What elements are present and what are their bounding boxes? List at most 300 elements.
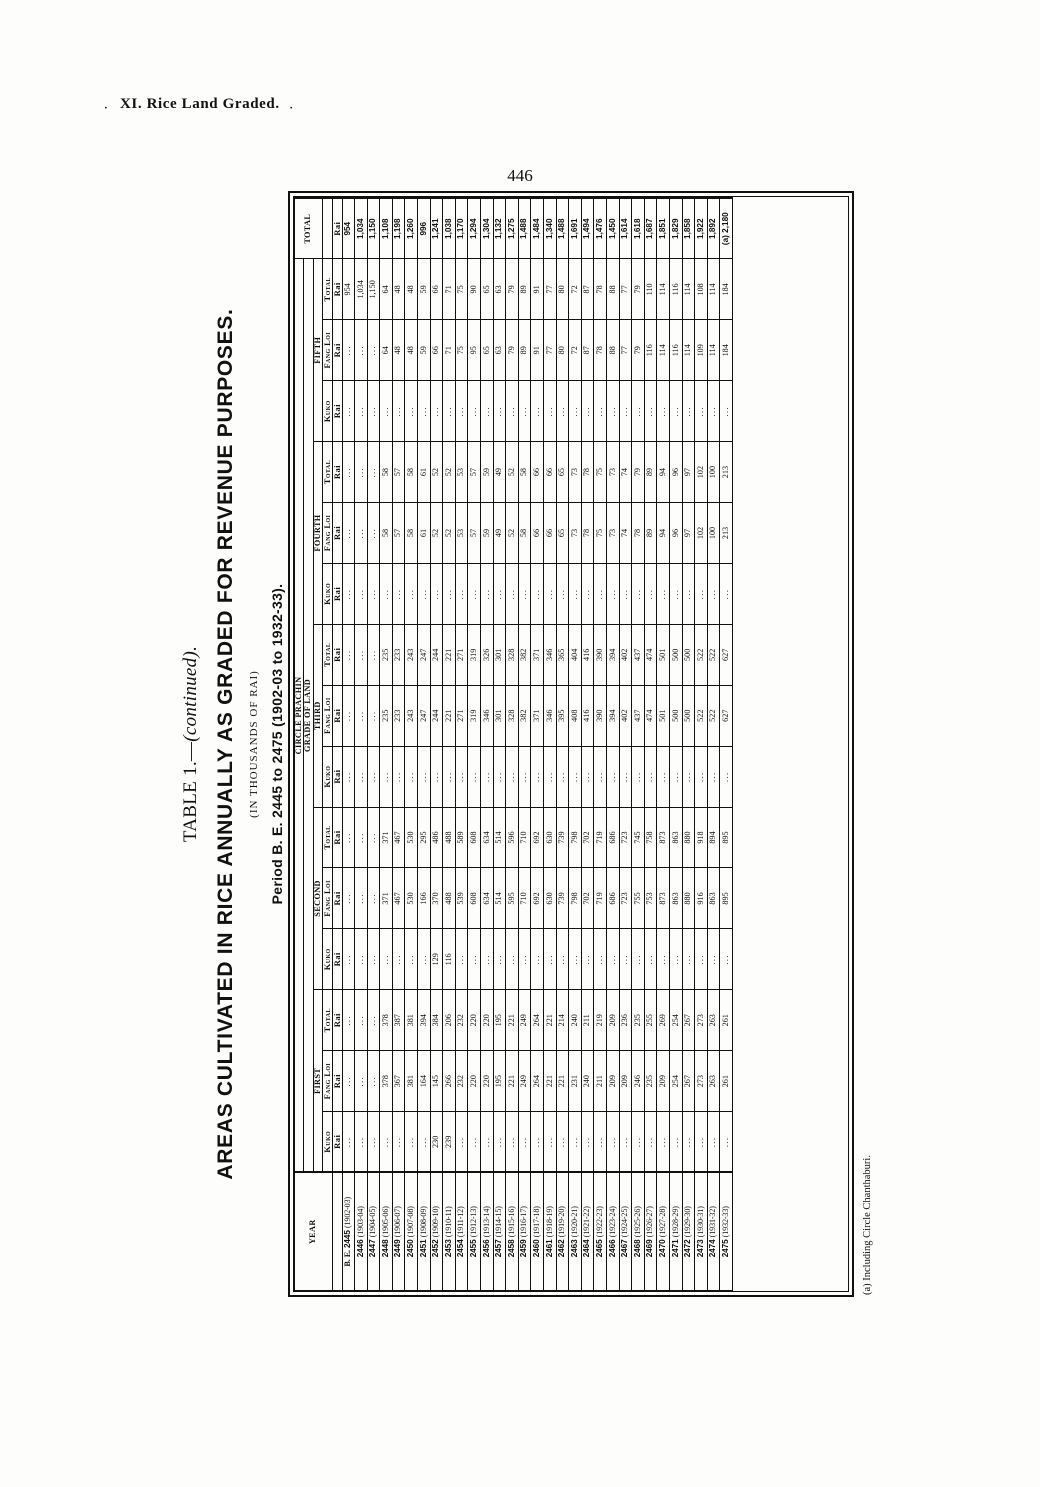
cell-third-fangloi: 328 [506,685,519,746]
cell-fourth-total: 65 [556,441,569,502]
cell-fifth-total: 114 [707,258,720,319]
cell-fifth-kuko: ... [443,380,456,441]
cell-first-kuko: 239 [443,1111,456,1172]
table-row [506,198,519,1291]
cell-fifth-fangloi: 78 [594,319,607,380]
cell-third-kuko: ... [544,746,557,807]
cell-fourth-fangloi: 61 [418,502,431,563]
col-header-year: YEAR [295,1172,333,1290]
cell-first-total: 206 [443,989,456,1050]
cell-fifth-fangloi: 91 [531,319,544,380]
cell-second-total: 692 [531,807,544,868]
cell-fourth-total: 79 [632,441,645,502]
cell-first-fangloi: 220 [468,1050,481,1111]
cell-fifth-kuko: ... [657,380,670,441]
row-year: 2446 (1903-04) [355,1172,368,1290]
cell-row-total: 1,241 [430,198,443,259]
col-header-circle: CIRCLE PRACHIN [295,258,304,1172]
table-row [644,198,657,1291]
cell-fifth-total: 88 [606,258,619,319]
cell-fifth-fangloi: 59 [418,319,431,380]
cell-first-kuko: ... [556,1111,569,1172]
col-header-third-total: Total [323,624,333,685]
table-row [606,198,619,1291]
cell-first-kuko: ... [544,1111,557,1172]
cell-fifth-fangloi: ... [355,319,368,380]
cell-first-kuko: ... [367,1111,380,1172]
cell-fourth-fangloi: 57 [392,502,405,563]
table-row [657,198,670,1291]
col-header-first-total: Total [323,989,333,1050]
cell-fifth-total: 65 [481,258,494,319]
cell-third-kuko: ... [367,746,380,807]
cell-third-kuko: ... [493,746,506,807]
cell-third-total: 500 [682,624,695,685]
cell-fifth-total: 87 [581,258,594,319]
cell-third-fangloi: 500 [669,685,682,746]
cell-first-kuko: ... [707,1111,720,1172]
cell-second-kuko: ... [544,928,557,989]
cell-fourth-total: 100 [707,441,720,502]
cell-second-fangloi: 530 [405,867,418,928]
cell-third-total: ... [355,624,368,685]
cell-fifth-kuko: ... [695,380,708,441]
table-row [682,198,695,1291]
cell-first-total: 249 [518,989,531,1050]
row-year: 2448 (1905-06) [380,1172,393,1290]
cell-fifth-kuko: ... [569,380,582,441]
cell-fifth-kuko: ... [355,380,368,441]
cell-third-kuko: ... [455,746,468,807]
cell-fifth-fangloi: 89 [518,319,531,380]
col-header-second-fangloi: Fang Loi [323,867,333,928]
cell-second-total: 918 [695,807,708,868]
cell-fourth-total: 73 [569,441,582,502]
cell-second-fangloi: 880 [682,867,695,928]
cell-fourth-kuko: ... [644,563,657,624]
cell-first-kuko: 230 [430,1111,443,1172]
cell-fifth-kuko: ... [619,380,632,441]
row-year: 2471 (1928-29) [669,1172,682,1290]
cell-second-total: 514 [493,807,506,868]
cell-fifth-total: 1,150 [367,258,380,319]
cell-fourth-total: 102 [695,441,708,502]
cell-second-total: 880 [682,807,695,868]
cell-third-fangloi: 394 [606,685,619,746]
cell-first-fangloi: 246 [632,1050,645,1111]
cell-third-kuko: ... [443,746,456,807]
cell-fifth-fangloi: 66 [430,319,443,380]
cell-first-fangloi: 378 [380,1050,393,1111]
cell-fourth-kuko: ... [392,563,405,624]
cell-fourth-kuko: ... [544,563,557,624]
row-year: 2456 (1913-14) [481,1172,494,1290]
row-year: 2457 (1914-15) [493,1172,506,1290]
cell-fourth-total: 74 [619,441,632,502]
cell-third-total: 301 [493,624,506,685]
cell-first-total: ... [342,989,355,1050]
row-year: 2463 (1920-21) [569,1172,582,1290]
cell-fourth-kuko: ... [518,563,531,624]
cell-second-kuko: ... [455,928,468,989]
cell-second-fangloi: 863 [669,867,682,928]
table-head [295,198,343,1291]
cell-fifth-total: 78 [594,258,607,319]
cell-fifth-kuko: ... [392,380,405,441]
cell-third-fangloi: 501 [657,685,670,746]
cell-third-fangloi: ... [367,685,380,746]
unit-fourth-total: Rai [332,441,342,502]
cell-first-fangloi: 266 [443,1050,456,1111]
cell-second-kuko: ... [569,928,582,989]
cell-fifth-total: 75 [455,258,468,319]
table-unit-note: (IN THOUSANDS OF RAI) [248,669,260,818]
cell-second-fangloi: 370 [430,867,443,928]
cell-third-fangloi: 522 [707,685,720,746]
cell-fifth-fangloi: ... [367,319,380,380]
table-row [468,198,481,1291]
cell-fourth-fangloi: 100 [707,502,720,563]
cell-row-total: 1,829 [669,198,682,259]
unit-first-kuko: Rai [332,1111,342,1172]
cell-fourth-total: 58 [405,441,418,502]
col-header-fifth-fangloi: Fang Loi [323,319,333,380]
cell-third-kuko: ... [606,746,619,807]
cell-third-total: 247 [418,624,431,685]
col-header-third-fangloi: Fang Loi [323,685,333,746]
cell-fourth-kuko: ... [657,563,670,624]
cell-fourth-total: 57 [392,441,405,502]
cell-first-kuko: ... [682,1111,695,1172]
cell-fourth-total: 97 [682,441,695,502]
cell-fifth-total: 63 [493,258,506,319]
cell-fourth-fangloi: 66 [531,502,544,563]
cell-fifth-fangloi: 184 [720,319,733,380]
cell-fifth-kuko: ... [430,380,443,441]
table-row [418,198,431,1291]
cell-second-total: 894 [707,807,720,868]
col-header-fourth-total: Total [323,441,333,502]
col-header-grade-fifth: FIFTH [313,258,322,441]
cell-third-fangloi: 301 [493,685,506,746]
cell-first-fangloi: 235 [644,1050,657,1111]
cell-third-total: 346 [544,624,557,685]
cell-fifth-fangloi: 114 [707,319,720,380]
rotated-table-plate [170,179,873,1309]
row-year: 2458 (1915-16) [506,1172,519,1290]
cell-third-kuko: ... [392,746,405,807]
cell-fifth-total: 72 [569,258,582,319]
col-header-total-sub [323,198,333,259]
cell-fourth-total: 66 [531,441,544,502]
cell-third-fangloi: 500 [682,685,695,746]
cell-fourth-kuko: ... [556,563,569,624]
cell-first-total: 269 [657,989,670,1050]
cell-first-fangloi: 263 [707,1050,720,1111]
cell-third-kuko: ... [707,746,720,807]
cell-fourth-total: 73 [606,441,619,502]
cell-first-total: 236 [619,989,632,1050]
cell-second-fangloi: 371 [380,867,393,928]
cell-second-total: 863 [669,807,682,868]
cell-second-kuko: ... [720,928,733,989]
table-row [531,198,544,1291]
cell-fifth-kuko: ... [506,380,519,441]
cell-fifth-kuko: ... [581,380,594,441]
cell-first-fangloi: 209 [619,1050,632,1111]
cell-third-kuko: ... [518,746,531,807]
cell-fifth-fangloi: 88 [606,319,619,380]
cell-first-fangloi: 221 [506,1050,519,1111]
cell-fifth-kuko: ... [418,380,431,441]
cell-third-fangloi: 416 [581,685,594,746]
cell-first-total: 267 [682,989,695,1050]
cell-fourth-kuko: ... [405,563,418,624]
row-year: 2474 (1931-32) [707,1172,720,1290]
cell-fifth-total: 114 [682,258,695,319]
cell-third-kuko: ... [569,746,582,807]
cell-row-total: 1,691 [569,198,582,259]
cell-fifth-fangloi: 48 [405,319,418,380]
cell-fifth-kuko: ... [682,380,695,441]
cell-fifth-total: 89 [518,258,531,319]
cell-row-total: 1,275 [506,198,519,259]
cell-fifth-fangloi: 65 [481,319,494,380]
cell-fifth-fangloi: 116 [644,319,657,380]
row-year: 2449 (1906-07) [392,1172,405,1290]
cell-row-total: 1,488 [518,198,531,259]
cell-third-total: 500 [669,624,682,685]
cell-first-total: 381 [405,989,418,1050]
cell-row-total: 1,858 [682,198,695,259]
table-row [720,198,733,1291]
cell-first-kuko: ... [695,1111,708,1172]
cell-third-fangloi: 221 [443,685,456,746]
cell-fourth-fangloi: ... [355,502,368,563]
unit-second-total: Rai [332,807,342,868]
cell-second-total: 630 [544,807,557,868]
col-header-grade-fourth: FOURTH [313,441,322,624]
cell-fifth-total: 59 [418,258,431,319]
cell-fourth-fangloi: 57 [468,502,481,563]
cell-fourth-total: ... [342,441,355,502]
table-row [594,198,607,1291]
cell-first-total: 255 [644,989,657,1050]
cell-second-fangloi: ... [367,867,380,928]
cell-second-total: 873 [657,807,670,868]
cell-second-fangloi: ... [342,867,355,928]
cell-third-fangloi: 390 [594,685,607,746]
cell-fourth-kuko: ... [481,563,494,624]
cell-second-kuko: ... [468,928,481,989]
col-header-grade-of-land: GRADE OF LAND [304,258,313,1172]
unit-fifth-total: Rai [332,258,342,319]
cell-fourth-total: ... [367,441,380,502]
cell-third-kuko: ... [342,746,355,807]
cell-fifth-fangloi: 79 [506,319,519,380]
cell-fifth-fangloi: 79 [632,319,645,380]
cell-fifth-total: 954 [342,258,355,319]
cell-row-total: 1,687 [644,198,657,259]
cell-fifth-kuko: ... [518,380,531,441]
cell-fourth-fangloi: 78 [632,502,645,563]
cell-fifth-fangloi: 71 [443,319,456,380]
cell-first-total: 387 [392,989,405,1050]
cell-fifth-kuko: ... [455,380,468,441]
table-row [481,198,494,1291]
row-year: 2447 (1904-05) [367,1172,380,1290]
cell-second-kuko: ... [392,928,405,989]
cell-third-kuko: ... [405,746,418,807]
cell-fifth-kuko: ... [720,380,733,441]
cell-fifth-kuko: ... [632,380,645,441]
table-row [392,198,405,1291]
col-header-total: TOTAL [295,198,323,259]
cell-third-fangloi: 395 [556,685,569,746]
cell-first-kuko: ... [342,1111,355,1172]
cell-second-total: 530 [405,807,418,868]
cell-third-fangloi: 247 [418,685,431,746]
cell-first-fangloi: 232 [455,1050,468,1111]
cell-third-kuko: ... [556,746,569,807]
unit-fifth-fangloi: Rai [332,319,342,380]
cell-second-fangloi: 467 [392,867,405,928]
col-header-grade-third: THIRD [313,624,322,807]
cell-fifth-fangloi: 63 [493,319,506,380]
cell-row-total: 1,488 [556,198,569,259]
cell-first-kuko: ... [669,1111,682,1172]
cell-fourth-fangloi: 58 [380,502,393,563]
cell-fourth-fangloi: 66 [544,502,557,563]
row-year: 2450 (1907-08) [405,1172,418,1290]
cell-first-kuko: ... [606,1111,619,1172]
cell-fourth-total: 96 [669,441,682,502]
col-header-fifth-kuko: Kuko [323,380,333,441]
cell-row-total: (a) 2,180 [720,198,733,259]
col-header-fourth-fangloi: Fang Loi [323,502,333,563]
unit-fourth-kuko: Rai [332,563,342,624]
cell-second-total: 798 [569,807,582,868]
cell-fifth-total: 79 [506,258,519,319]
cell-row-total: 1,034 [355,198,368,259]
cell-second-fangloi: 710 [518,867,531,928]
cell-second-total: 486 [430,807,443,868]
cell-fourth-kuko: ... [606,563,619,624]
cell-third-total: 437 [632,624,645,685]
cell-first-total: ... [367,989,380,1050]
table-main-title: AREAS CULTIVATED IN RICE ANNUALLY AS GRADED FOR REVENUE PURPOSES. [214,307,237,1180]
cell-first-total: 261 [720,989,733,1050]
table-row [430,198,443,1291]
cell-first-fangloi: ... [367,1050,380,1111]
cell-second-fangloi: 873 [657,867,670,928]
cell-third-kuko: ... [695,746,708,807]
cell-fifth-total: 184 [720,258,733,319]
cell-row-total: 1,304 [481,198,494,259]
cell-third-total: 390 [594,624,607,685]
cell-first-fangloi: 267 [682,1050,695,1111]
cell-second-fangloi: 630 [544,867,557,928]
cell-first-kuko: ... [392,1111,405,1172]
cell-first-fangloi: 164 [418,1050,431,1111]
col-header-fourth-kuko: Kuko [323,563,333,624]
cell-fourth-fangloi: 102 [695,502,708,563]
table-row [581,198,594,1291]
cell-row-total: 954 [342,198,355,259]
cell-first-fangloi: 261 [720,1050,733,1111]
col-header-first-kuko: Kuko [323,1111,333,1172]
cell-second-kuko: ... [581,928,594,989]
cell-third-total: 328 [506,624,519,685]
cell-second-kuko: 116 [443,928,456,989]
cell-fourth-kuko: ... [531,563,544,624]
cell-first-fangloi: 381 [405,1050,418,1111]
cell-fifth-total: 77 [544,258,557,319]
cell-first-kuko: ... [493,1111,506,1172]
col-header-grade-second: SECOND [313,807,322,990]
cell-first-fangloi: 145 [430,1050,443,1111]
cell-fourth-kuko: ... [669,563,682,624]
cell-first-kuko: ... [506,1111,519,1172]
cell-fourth-total: 61 [418,441,431,502]
cell-second-kuko: ... [342,928,355,989]
cell-fifth-kuko: ... [707,380,720,441]
cell-fifth-total: 77 [619,258,632,319]
unit-first-fangloi: Rai [332,1050,342,1111]
cell-fourth-total: 49 [493,441,506,502]
cell-third-kuko: ... [619,746,632,807]
cell-row-total: 1,132 [493,198,506,259]
cell-row-total: 1,260 [405,198,418,259]
table-label-continued: (continued). [180,645,201,742]
cell-second-kuko: ... [594,928,607,989]
cell-third-fangloi: 408 [569,685,582,746]
cell-third-total: 404 [569,624,582,685]
cell-third-total: 474 [644,624,657,685]
row-year: 2467 (1924-25) [619,1172,632,1290]
cell-fifth-total: 108 [695,258,708,319]
cell-first-total: 195 [493,989,506,1050]
cell-fifth-total: 79 [632,258,645,319]
cell-fifth-total: 110 [644,258,657,319]
cell-second-total: ... [342,807,355,868]
cell-fourth-kuko: ... [695,563,708,624]
cell-fourth-total: 53 [455,441,468,502]
cell-second-fangloi: 739 [556,867,569,928]
cell-third-kuko: ... [418,746,431,807]
cell-second-total: ... [355,807,368,868]
cell-first-total: 378 [380,989,393,1050]
cell-fifth-total: 80 [556,258,569,319]
cell-first-total: 211 [581,989,594,1050]
cell-second-total: 719 [594,807,607,868]
cell-fourth-fangloi: 58 [405,502,418,563]
cell-second-fangloi: 755 [632,867,645,928]
cell-second-kuko: ... [619,928,632,989]
cell-first-total: 209 [606,989,619,1050]
cell-fifth-total: 91 [531,258,544,319]
cell-first-fangloi: 209 [606,1050,619,1111]
cell-fifth-fangloi: 114 [682,319,695,380]
cell-fourth-kuko: ... [581,563,594,624]
cell-third-fangloi: 371 [531,685,544,746]
cell-first-fangloi: 209 [657,1050,670,1111]
row-year: 2455 (1912-13) [468,1172,481,1290]
cell-second-total: 488 [443,807,456,868]
cell-third-kuko: ... [581,746,594,807]
cell-first-fangloi: 264 [531,1050,544,1111]
unit-row [332,198,342,1291]
